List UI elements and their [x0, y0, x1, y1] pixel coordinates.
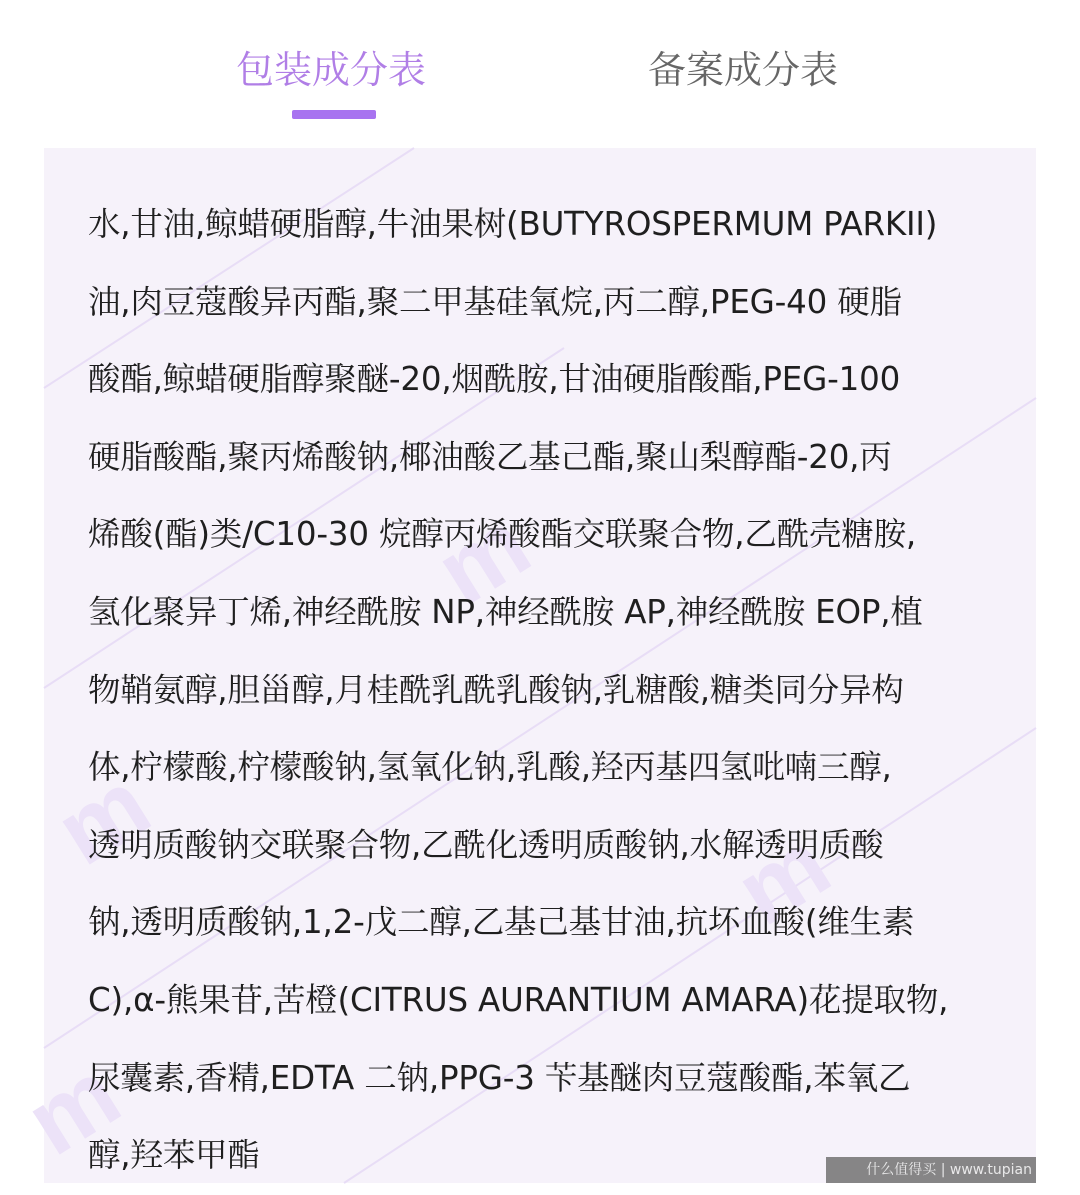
tab-packaging-ingredients[interactable]: 包装成分表: [236, 48, 427, 92]
ingredients-line: 氢化聚异丁烯,神经酰胺 NP,神经酰胺 AP,神经酰胺 EOP,植: [88, 592, 923, 631]
ingredients-line: 物鞘氨醇,胆甾醇,月桂酰乳酰乳酸钠,乳糖酸,糖类同分异构: [88, 670, 904, 709]
svg-text:m: m: [718, 809, 848, 946]
corner-watermark: 什么值得买 | www.tupian: [826, 1157, 1036, 1183]
ingredients-line: C),α-熊果苷,苦橙(CITRUS AURANTIUM AMARA)花提取物,: [88, 980, 949, 1019]
ingredients-line: 油,肉豆蔻酸异丙酯,聚二甲基硅氧烷,丙二醇,PEG-40 硬脂: [88, 282, 902, 321]
ingredients-line: 烯酸(酯)类/C10-30 烷醇丙烯酸酯交联聚合物,乙酰壳糖胺,: [88, 515, 917, 554]
ingredients-line: 水,甘油,鲸蜡硬脂醇,牛油果树(BUTYROSPERMUM PARKII): [88, 205, 938, 243]
ingredients-list: [88, 186, 994, 1195]
active-tab-indicator: [292, 110, 376, 119]
ingredients-line: 醇,羟苯甲酯: [88, 1136, 260, 1175]
ingredients-line: 钠,透明质酸钠,1,2-戊二醇,乙基己基甘油,抗坏血酸(维生素: [88, 903, 915, 942]
ingredients-line: 透明质酸钠交联聚合物,乙酰化透明质酸钠,水解透明质酸: [88, 825, 884, 864]
ingredients-line: 体,柠檬酸,柠檬酸钠,氢氧化钠,乳酸,羟丙基四氢吡喃三醇,: [88, 748, 892, 787]
tab-registered-ingredients[interactable]: 备案成分表: [648, 48, 839, 92]
ingredients-line: 硬脂酸酯,聚丙烯酸钠,椰油酸乙基己酯,聚山梨醇酯-20,丙: [88, 437, 892, 476]
ingredients-line: 尿囊素,香精,EDTA 二钠,PPG-3 苄基醚肉豆蔻酸酯,苯氧乙: [88, 1058, 911, 1097]
ingredients-panel: [8, 148, 1036, 1183]
svg-text:m: m: [38, 749, 168, 886]
ingredients-line: 酸酯,鲸蜡硬脂醇聚醚-20,烟酰胺,甘油硬脂酸酯,PEG-100: [88, 360, 901, 399]
tab-bar: [0, 0, 1080, 148]
svg-text:m: m: [8, 1039, 138, 1176]
svg-text:m: m: [418, 489, 548, 626]
